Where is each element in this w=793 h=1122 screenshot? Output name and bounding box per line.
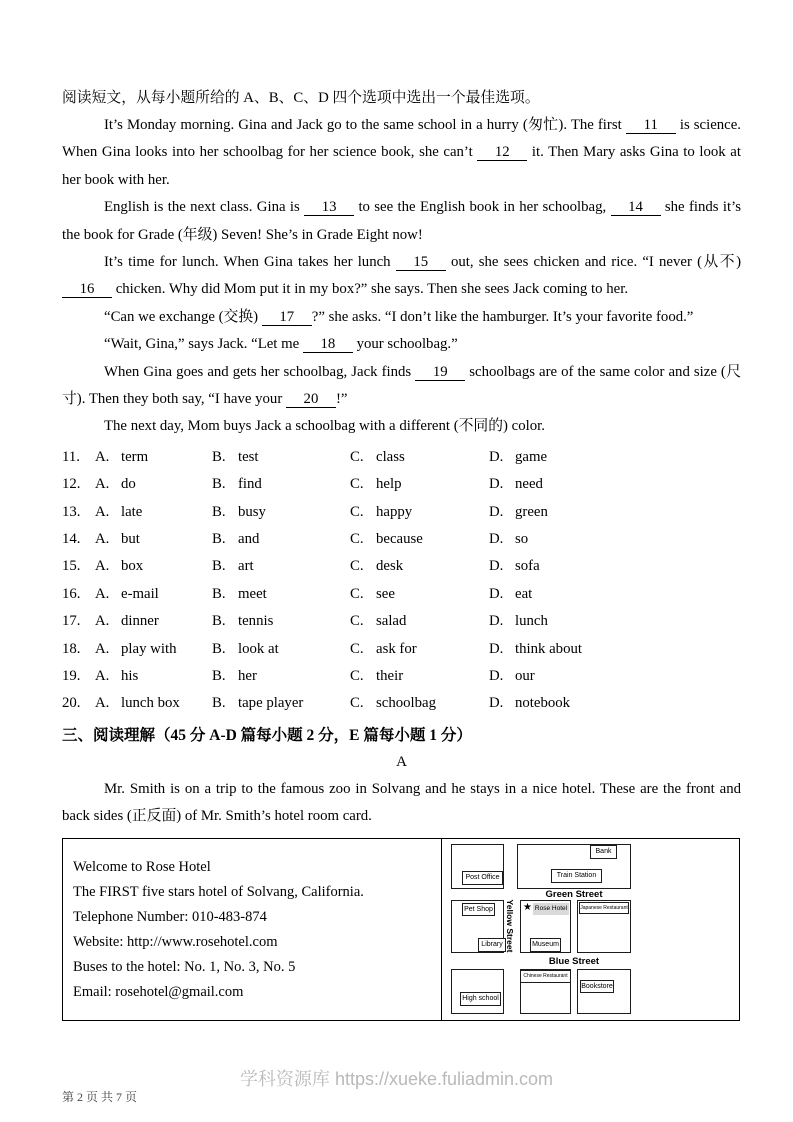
option-cell — [350, 581, 489, 608]
cloze-blank: 15 — [396, 254, 446, 271]
option-row — [62, 526, 741, 553]
passage-paragraph: It’s Monday morning. Gina and Jack go to the same school in a hurry (匆忙). The first 11 is science. When Gina looks into her schoolbag for her science book, she can’t 12 it. Then Mary asks Gina to look at her book with her. — [62, 117, 741, 188]
option-text: do — [121, 476, 136, 493]
option-letter: C. — [350, 585, 364, 602]
option-cell — [489, 499, 741, 526]
option-cell — [212, 690, 350, 717]
option-text: green — [515, 503, 548, 520]
option-cell — [62, 499, 212, 526]
reading-intro: Mr. Smith is on a trip to the famous zoo in Solvang and he stays in a nice hotel. These are the front and back sides (正反面) of Mr. Smith’s hotel room card. — [62, 780, 741, 825]
option-cell — [212, 663, 350, 690]
option-text: think about — [515, 640, 582, 657]
option-letter: C. — [350, 613, 364, 630]
map-label-bank: Bank — [590, 845, 617, 859]
option-row — [62, 636, 741, 663]
option-text: happy — [376, 503, 413, 520]
passage-paragraph: The next day, Mom buys Jack a schoolbag with a different (不同的) color. — [104, 418, 545, 435]
option-text: class — [376, 448, 405, 465]
option-cell — [62, 636, 212, 663]
passage-paragraph: It’s time for lunch. When Gina takes her lunch 15 out, she sees chicken and rice. “I never (从不) 16 chicken. Why did Mom put it in my box?” she says. Then she sees Jack coming to her. — [62, 249, 741, 304]
option-cell — [212, 608, 350, 635]
question-number: 17. — [62, 613, 81, 630]
question-number: 18. — [62, 640, 81, 657]
option-row — [62, 471, 741, 498]
option-text: busy — [238, 503, 266, 520]
question-number: 19. — [62, 668, 81, 684]
question-number: 15. — [62, 558, 81, 575]
option-letter: B. — [212, 531, 226, 548]
option-text: eat — [515, 585, 533, 602]
option-cell — [489, 608, 741, 635]
option-letter: C. — [350, 448, 364, 465]
option-letter: A. — [95, 531, 110, 548]
option-letter: C. — [350, 668, 364, 684]
option-letter: A. — [95, 640, 110, 657]
option-letter: D. — [489, 476, 504, 493]
map-label-pet-shop: Pet Shop — [462, 903, 495, 916]
option-letter: C. — [350, 558, 364, 575]
cloze-blank: 11 — [626, 117, 676, 134]
map-label-chinese-restaurant: Chinese Restaurant — [520, 970, 571, 983]
question-number: 13. — [62, 503, 81, 520]
option-letter: D. — [489, 695, 504, 712]
hotel-card-line: Buses to the hotel: No. 1, No. 3, No. 5 — [73, 958, 296, 975]
option-cell — [62, 444, 212, 471]
passage-paragraph: English is the next class. Gina is 13 to see the English book in her schoolbag, 14 she finds it’s the book for Grade (年级) Seven! She’s in Grade Eight now! — [62, 199, 741, 243]
option-cell — [212, 499, 350, 526]
option-row — [62, 663, 741, 690]
option-letter: B. — [212, 613, 226, 630]
option-cell — [350, 663, 489, 690]
option-cell — [62, 608, 212, 635]
option-cell — [62, 471, 212, 498]
option-letter: B. — [212, 668, 226, 684]
passage-paragraph: When Gina goes and gets her schoolbag, Jack finds 19 schoolbags are of the same color and size (尺寸). Then they both say, “I have your 20 !” — [62, 363, 741, 408]
option-cell — [350, 690, 489, 717]
option-cell — [350, 499, 489, 526]
option-letter: D. — [489, 503, 504, 520]
option-cell — [212, 553, 350, 580]
option-text: but — [121, 531, 140, 548]
hotel-card-line: Email: rosehotel@gmail.com — [73, 983, 244, 1000]
option-letter: B. — [212, 585, 226, 602]
option-letter: A. — [95, 448, 110, 465]
option-cell — [350, 608, 489, 635]
option-text: look at — [238, 640, 279, 657]
option-cell — [212, 471, 350, 498]
question-number: 11. — [62, 448, 80, 465]
option-text: e-mail — [121, 585, 159, 602]
option-letter: D. — [489, 558, 504, 575]
option-text: test — [238, 448, 259, 465]
option-letter: B. — [212, 476, 226, 493]
option-letter: C. — [350, 503, 364, 520]
question-number: 16. — [62, 585, 81, 602]
option-letter: D. — [489, 585, 504, 602]
option-row — [62, 581, 741, 608]
map-label-japanese-restaurant: Japanese Restaurant — [579, 902, 629, 914]
page-content — [62, 84, 741, 1021]
cloze-blank: 19 — [415, 364, 465, 381]
section-title: 三、阅读理解（45 分 A-D 篇每小题 2 分，E 篇每小题 1 分） — [62, 726, 472, 744]
map-label-post-office: Post Office — [462, 871, 503, 885]
cloze-blank: 17 — [262, 309, 312, 326]
option-letter: A. — [95, 476, 110, 493]
option-cell — [489, 636, 741, 663]
cloze-instruction: 阅读短文，从每小题所给的 A、B、C、D 四个选项中选出一个最佳选项。 — [62, 90, 540, 106]
option-text: lunch box — [121, 695, 180, 712]
option-cell — [350, 553, 489, 580]
question-number: 14. — [62, 531, 81, 548]
option-cell — [62, 663, 212, 690]
cloze-blank: 20 — [286, 391, 336, 408]
option-text: schoolbag — [376, 695, 436, 712]
option-text: box — [121, 558, 144, 575]
option-text: tennis — [238, 613, 274, 630]
option-cell — [350, 636, 489, 663]
option-row — [62, 608, 741, 635]
option-text: see — [376, 585, 395, 602]
option-cell — [62, 581, 212, 608]
option-cell — [489, 663, 741, 690]
cloze-blank: 18 — [303, 336, 353, 353]
option-row — [62, 444, 741, 471]
option-text: play with — [121, 640, 177, 657]
option-row — [62, 690, 741, 717]
option-row — [62, 553, 741, 580]
hotel-card-line: Website: http://www.rosehotel.com — [73, 933, 278, 950]
option-letter: C. — [350, 476, 364, 493]
option-text: tape player — [238, 695, 304, 712]
question-number: 12. — [62, 476, 81, 493]
option-cell — [489, 444, 741, 471]
option-cell — [212, 444, 350, 471]
option-text: her — [238, 668, 257, 684]
cloze-blank: 12 — [477, 144, 527, 161]
option-cell — [62, 690, 212, 717]
option-text: find — [238, 476, 262, 493]
option-letter: D. — [489, 448, 504, 465]
hotel-card-table — [62, 838, 740, 1021]
question-number: 20. — [62, 695, 81, 712]
option-text: their — [376, 668, 404, 684]
option-cell — [212, 526, 350, 553]
map-label-rose-hotel: Rose Hotel — [533, 903, 569, 915]
option-text: and — [238, 531, 260, 548]
option-letter: B. — [212, 448, 226, 465]
option-text: ask for — [376, 640, 417, 657]
blue-street-label: Blue Street — [548, 955, 600, 967]
hotel-card-line: The FIRST five stars hotel of Solvang, California. — [73, 883, 364, 900]
option-cell — [489, 581, 741, 608]
option-text: sofa — [515, 558, 540, 575]
option-cell — [350, 526, 489, 553]
map-label-bookstore: Bookstore — [580, 980, 614, 993]
option-cell — [212, 636, 350, 663]
cloze-blank: 14 — [611, 199, 661, 216]
map-label-library: Library — [478, 938, 506, 952]
option-cell — [489, 553, 741, 580]
option-letter: C. — [350, 640, 364, 657]
option-cell — [212, 581, 350, 608]
star-icon: ★ — [523, 901, 532, 913]
option-cell — [350, 471, 489, 498]
option-text: so — [515, 531, 529, 548]
cloze-options — [62, 444, 741, 718]
hotel-card-line: Welcome to Rose Hotel — [73, 858, 211, 875]
green-street-label: Green Street — [545, 888, 603, 900]
map-label-train-station: Train Station — [551, 869, 602, 883]
option-letter: D. — [489, 668, 504, 684]
option-letter: C. — [350, 531, 364, 548]
option-letter: B. — [212, 558, 226, 575]
option-letter: A. — [95, 668, 110, 684]
option-letter: A. — [95, 585, 110, 602]
option-letter: B. — [212, 503, 226, 520]
option-letter: D. — [489, 640, 504, 657]
option-text: our — [515, 668, 535, 684]
option-text: art — [238, 558, 254, 575]
passage-paragraph: “Can we exchange (交换) 17 ?” she asks. “I don’t like the hamburger. It’s your favorite food.” — [104, 308, 694, 325]
option-text: his — [121, 668, 139, 684]
option-row — [62, 499, 741, 526]
option-letter: A. — [95, 695, 110, 712]
map-label-museum: Museum — [530, 938, 561, 952]
option-letter: B. — [212, 695, 226, 712]
map-label-high-school: High school — [460, 992, 501, 1006]
cloze-passage — [62, 112, 741, 441]
option-text: dinner — [121, 613, 159, 630]
option-cell — [62, 526, 212, 553]
option-text: desk — [376, 558, 404, 575]
option-text: help — [376, 476, 402, 493]
option-letter: D. — [489, 613, 504, 630]
cloze-blank: 16 — [62, 281, 112, 298]
option-cell — [489, 526, 741, 553]
option-text: late — [121, 503, 143, 520]
option-text: term — [121, 448, 149, 465]
option-text: lunch — [515, 613, 548, 630]
cloze-blank: 13 — [304, 199, 354, 216]
option-cell — [489, 690, 741, 717]
option-text: need — [515, 476, 543, 493]
passage-paragraph: “Wait, Gina,” says Jack. “Let me 18 your schoolbag.” — [104, 336, 458, 353]
option-text: meet — [238, 585, 267, 602]
footer-page-number: 第 2 页 共 7 页 — [62, 1090, 138, 1104]
option-cell — [489, 471, 741, 498]
footer-watermark: 学科资源库 https://xueke.fuliadmin.com — [239, 1069, 554, 1089]
option-letter: A. — [95, 613, 110, 630]
yellow-street-label: Yellow Street — [505, 899, 515, 953]
option-letter: D. — [489, 531, 504, 548]
hotel-card-line: Telephone Number: 010-483-874 — [73, 908, 267, 925]
hotel-card-front — [63, 839, 442, 1020]
option-text: because — [376, 531, 423, 548]
option-letter: A. — [95, 503, 110, 520]
hotel-card-map — [442, 839, 739, 1020]
option-text: notebook — [515, 695, 571, 712]
option-letter: C. — [350, 695, 364, 712]
option-cell — [350, 444, 489, 471]
option-text: game — [515, 448, 548, 465]
option-cell — [62, 553, 212, 580]
option-text: salad — [376, 613, 407, 630]
passage-label: A — [396, 753, 407, 770]
option-letter: B. — [212, 640, 226, 657]
option-letter: A. — [95, 558, 110, 575]
